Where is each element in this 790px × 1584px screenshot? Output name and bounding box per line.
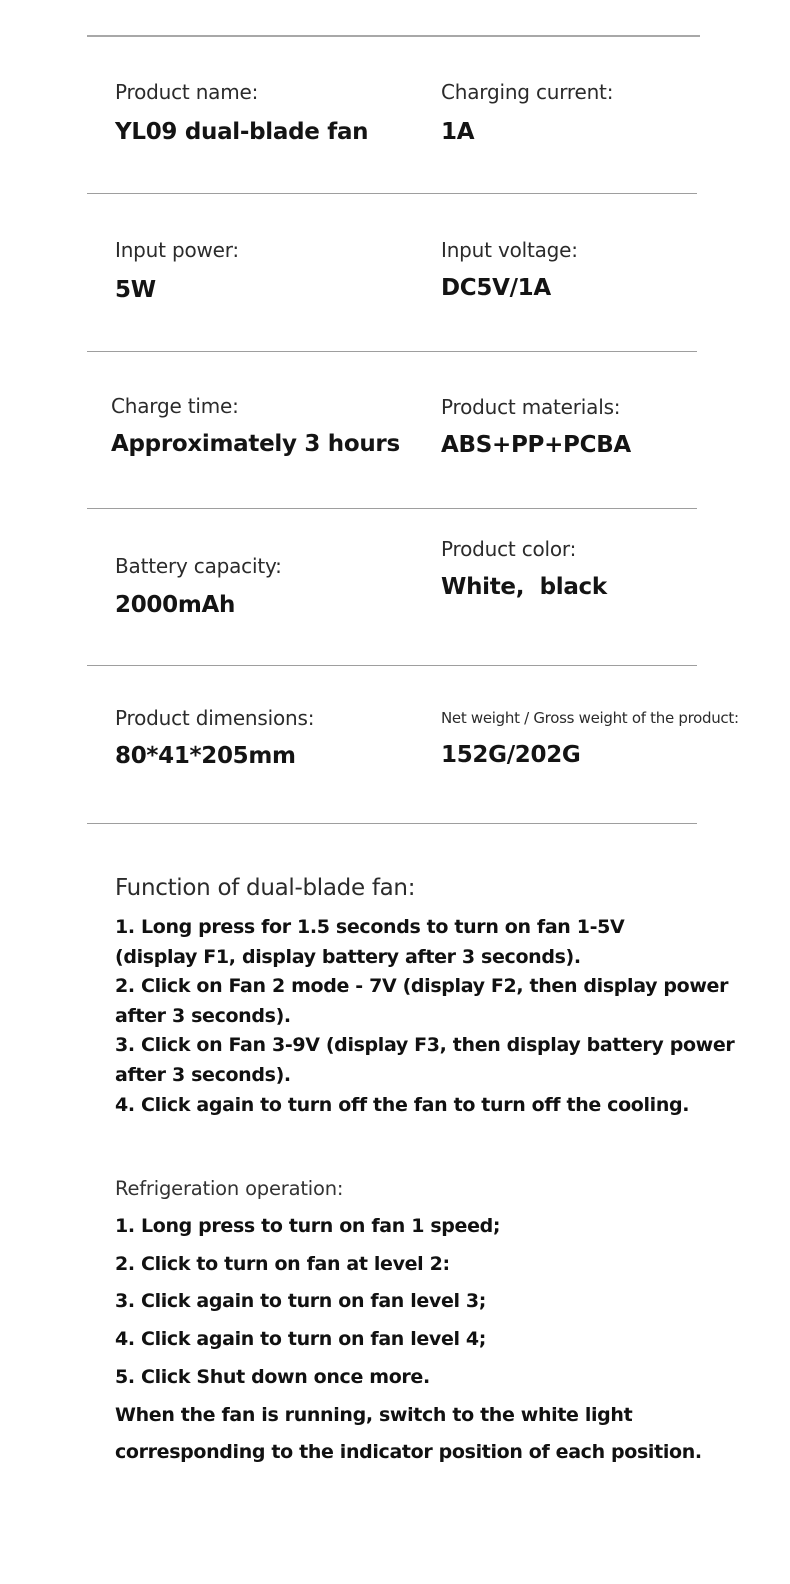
spec-label: Charging current: xyxy=(441,80,614,104)
refrigeration-section xyxy=(115,1177,755,1472)
row-divider xyxy=(87,351,697,352)
refrigeration-step: corresponding to the indicator position of each position. xyxy=(115,1441,702,1464)
refrigeration-steps xyxy=(115,1208,755,1472)
function-section xyxy=(115,875,755,1120)
row-divider xyxy=(87,823,697,824)
refrigeration-step: When the fan is running, switch to the white light xyxy=(115,1403,633,1426)
row-divider xyxy=(87,193,697,194)
top-divider xyxy=(87,35,700,37)
function-step: (display F1, display battery after 3 seconds). xyxy=(115,945,581,968)
function-step: after 3 seconds). xyxy=(115,1063,291,1086)
function-step: after 3 seconds). xyxy=(115,1004,291,1027)
spec-label: Charge time: xyxy=(111,394,239,418)
row-divider xyxy=(87,665,697,666)
refrigeration-step: 3. Click again to turn on fan level 3; xyxy=(115,1290,487,1313)
spec-value: 152G/202G xyxy=(441,742,581,768)
function-steps xyxy=(115,913,755,1120)
function-step: 4. Click again to turn off the fan to turn off the cooling. xyxy=(115,1093,690,1116)
spec-value: White, black xyxy=(441,574,607,600)
spec-product-dimensions xyxy=(115,706,314,769)
spec-net-gross-weight xyxy=(441,709,739,768)
row-divider xyxy=(87,508,697,509)
spec-product-name xyxy=(115,80,368,145)
function-title: Function of dual-blade fan: xyxy=(115,875,416,901)
function-step: 3. Click on Fan 3-9V (display F3, then display battery power xyxy=(115,1034,735,1057)
spec-label: Battery capacity: xyxy=(115,554,282,578)
spec-label: Product dimensions: xyxy=(115,706,315,730)
spec-battery-capacity xyxy=(115,554,282,618)
refrigeration-title: Refrigeration operation: xyxy=(115,1177,344,1200)
spec-label: Product name: xyxy=(115,80,259,104)
refrigeration-step: 5. Click Shut down once more. xyxy=(115,1365,430,1388)
spec-charge-time xyxy=(111,394,400,457)
spec-label: Product materials: xyxy=(441,395,621,419)
spec-value: 80*41*205mm xyxy=(115,743,296,769)
spec-label: Net weight / Gross weight of the product: xyxy=(441,709,739,727)
spec-label: Input voltage: xyxy=(441,238,578,262)
spec-label: Input power: xyxy=(115,238,239,262)
spec-input-power xyxy=(115,238,239,303)
refrigeration-step: 2. Click to turn on fan at level 2: xyxy=(115,1252,450,1275)
refrigeration-step: 4. Click again to turn on fan level 4; xyxy=(115,1328,487,1351)
spec-value: YL09 dual-blade fan xyxy=(115,119,369,145)
refrigeration-step: 1. Long press to turn on fan 1 speed; xyxy=(115,1215,501,1237)
spec-value: 5W xyxy=(115,277,156,303)
spec-value: 2000mAh xyxy=(115,592,236,618)
spec-label: Product color: xyxy=(441,537,577,561)
spec-product-materials xyxy=(441,395,631,458)
spec-charging-current xyxy=(441,80,613,145)
function-step: 2. Click on Fan 2 mode - 7V (display F2, then display power xyxy=(115,975,729,998)
spec-input-voltage xyxy=(441,238,578,301)
function-step: 1. Long press for 1.5 seconds to turn on fan 1-5V xyxy=(115,916,625,938)
spec-product-color xyxy=(441,537,607,600)
spec-value: DC5V/1A xyxy=(441,275,551,301)
spec-value: Approximately 3 hours xyxy=(111,431,400,457)
spec-value: 1A xyxy=(441,119,475,145)
spec-value: ABS+PP+PCBA xyxy=(441,432,631,458)
